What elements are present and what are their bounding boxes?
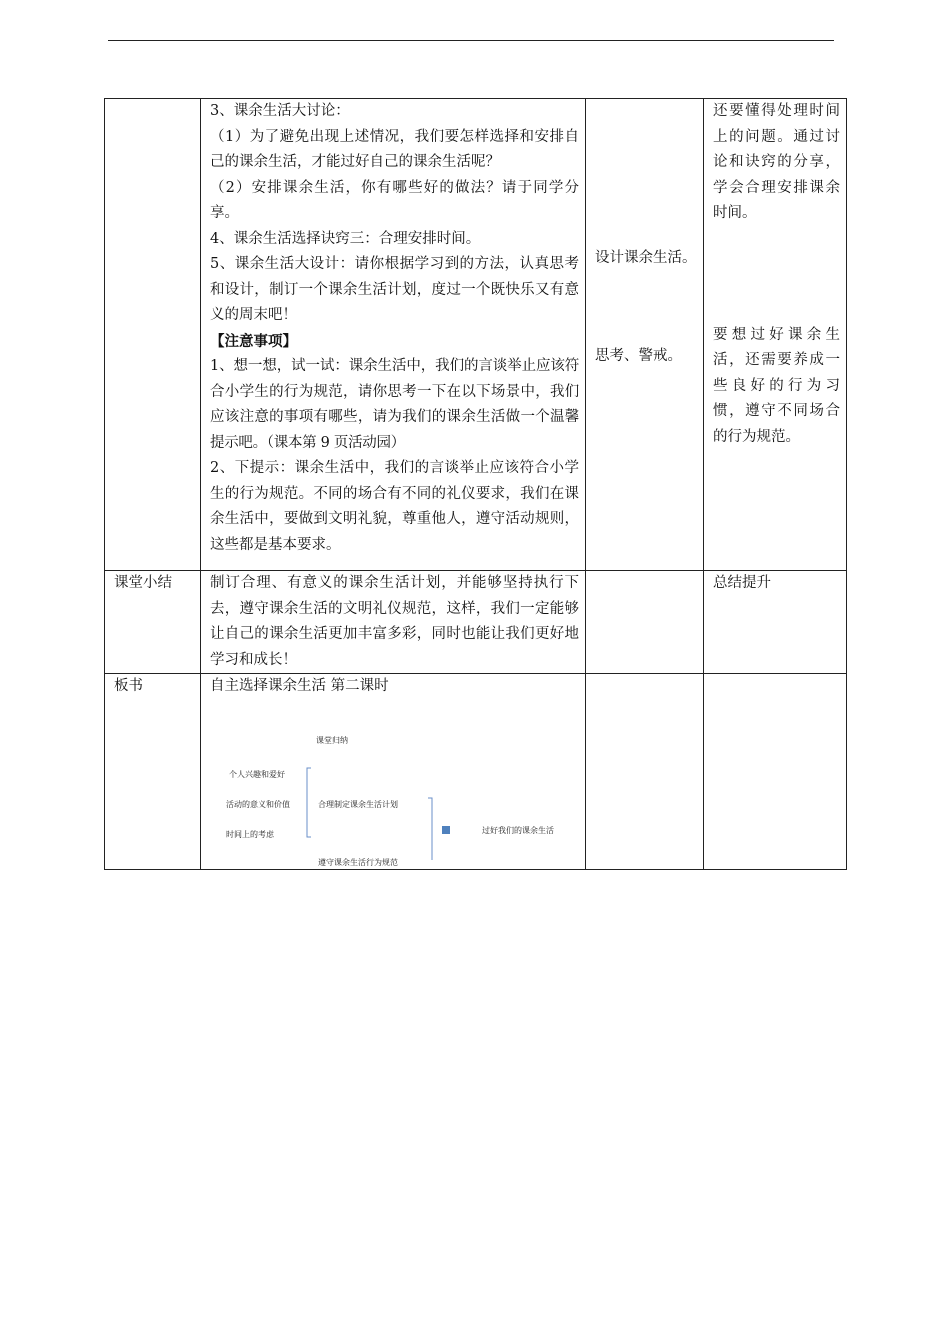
diagram-left-item: 活动的意义和价值 <box>226 799 290 809</box>
right-bracket <box>428 798 432 860</box>
diagram-heading: 课堂归纳 <box>316 735 348 745</box>
diagram-plan: 合理制定课余生活计划 <box>318 799 398 809</box>
discussion-question-1: （1）为了避免出现上述情况，我们要怎样选择和安排自己的课余生活，才能过好自己的课余生活呢？ <box>210 128 579 170</box>
notes-heading: 【注意事项】 <box>210 332 297 350</box>
notes-item-1: 1、想一想，试一试：课余生活中，我们的言谈举止应该符合小学生的行为规范，请你思考一下在以下场景中，我们应该注意的事项有哪些，请为我们的课余生活做一个温馨提示吧。（课本第 9 页活动园） <box>210 358 579 451</box>
diagram-result: 过好我们的课余生活 <box>482 825 554 835</box>
header-rule <box>108 40 834 41</box>
intent-behavior: 要想过好课余生活，还需要养成一些良好的行为习惯，遵守不同场合的行为规范。 <box>713 326 840 445</box>
row1-intent-cell <box>704 99 847 571</box>
diagram-rules: 遵守课余生活行为规范 <box>318 857 398 867</box>
board-label-cell: 板书 <box>105 674 201 870</box>
summary-label-cell: 课堂小结 <box>105 571 201 674</box>
board-intent-cell <box>704 674 847 870</box>
diagram-left-item: 个人兴趣和爱好 <box>229 769 285 779</box>
board-diagram <box>210 702 554 867</box>
lesson-plan-table <box>104 98 847 870</box>
table-row <box>105 99 847 571</box>
row1-student-activity-cell <box>586 99 704 571</box>
board-content-cell <box>201 674 586 870</box>
row1-label-cell <box>105 99 201 571</box>
design-activity: 5、课余生活大设计：请你根据学习到的方法，认真思考和设计，制订一个课余生活计划，度过一个既快乐又有意义的周末吧！ <box>210 256 579 323</box>
board-activity-cell <box>586 674 704 870</box>
discussion-question-2: （2）安排课余生活，你有哪些好的做法？请于同学分享。 <box>210 179 579 221</box>
notes-item-2: 2、下提示：课余生活中，我们的言谈举止应该符合小学生的行为规范。不同的场合有不同的礼仪要求，我们在课余生活中，要做到文明礼貌，尊重他人，遵守活动规则，这些都是基本要求。 <box>210 460 579 553</box>
diagram-left-item: 时间上的考虑 <box>226 829 274 839</box>
intent-time: 还要懂得处理时间上的问题。通过讨论和诀窍的分享，学会合理安排课余时间。 <box>713 103 840 221</box>
discussion-heading: 3、课余生活大讨论： <box>210 103 350 119</box>
row1-content-cell <box>201 99 586 571</box>
student-activity-reflect: 思考、警戒。 <box>595 347 682 364</box>
table-row <box>105 571 847 674</box>
table-row <box>105 674 847 870</box>
tip-three: 4、课余生活选择诀窍三：合理安排时间。 <box>210 230 481 247</box>
board-title: 自主选择课余生活 第二课时 <box>210 678 389 694</box>
summary-activity-cell <box>586 571 704 674</box>
result-arrow-icon <box>442 820 450 840</box>
summary-intent-cell: 总结提升 <box>704 571 847 674</box>
student-activity-design: 设计课余生活。 <box>595 250 697 266</box>
summary-content-cell: 制订合理、有意义的课余生活计划，并能够坚持执行下去，遵守课余生活的文明礼仪规范，这样，我们一定能够让自己的课余生活更加丰富多彩，同时也能让我们更好地学习和成长！ <box>201 571 586 674</box>
left-bracket <box>307 768 311 837</box>
